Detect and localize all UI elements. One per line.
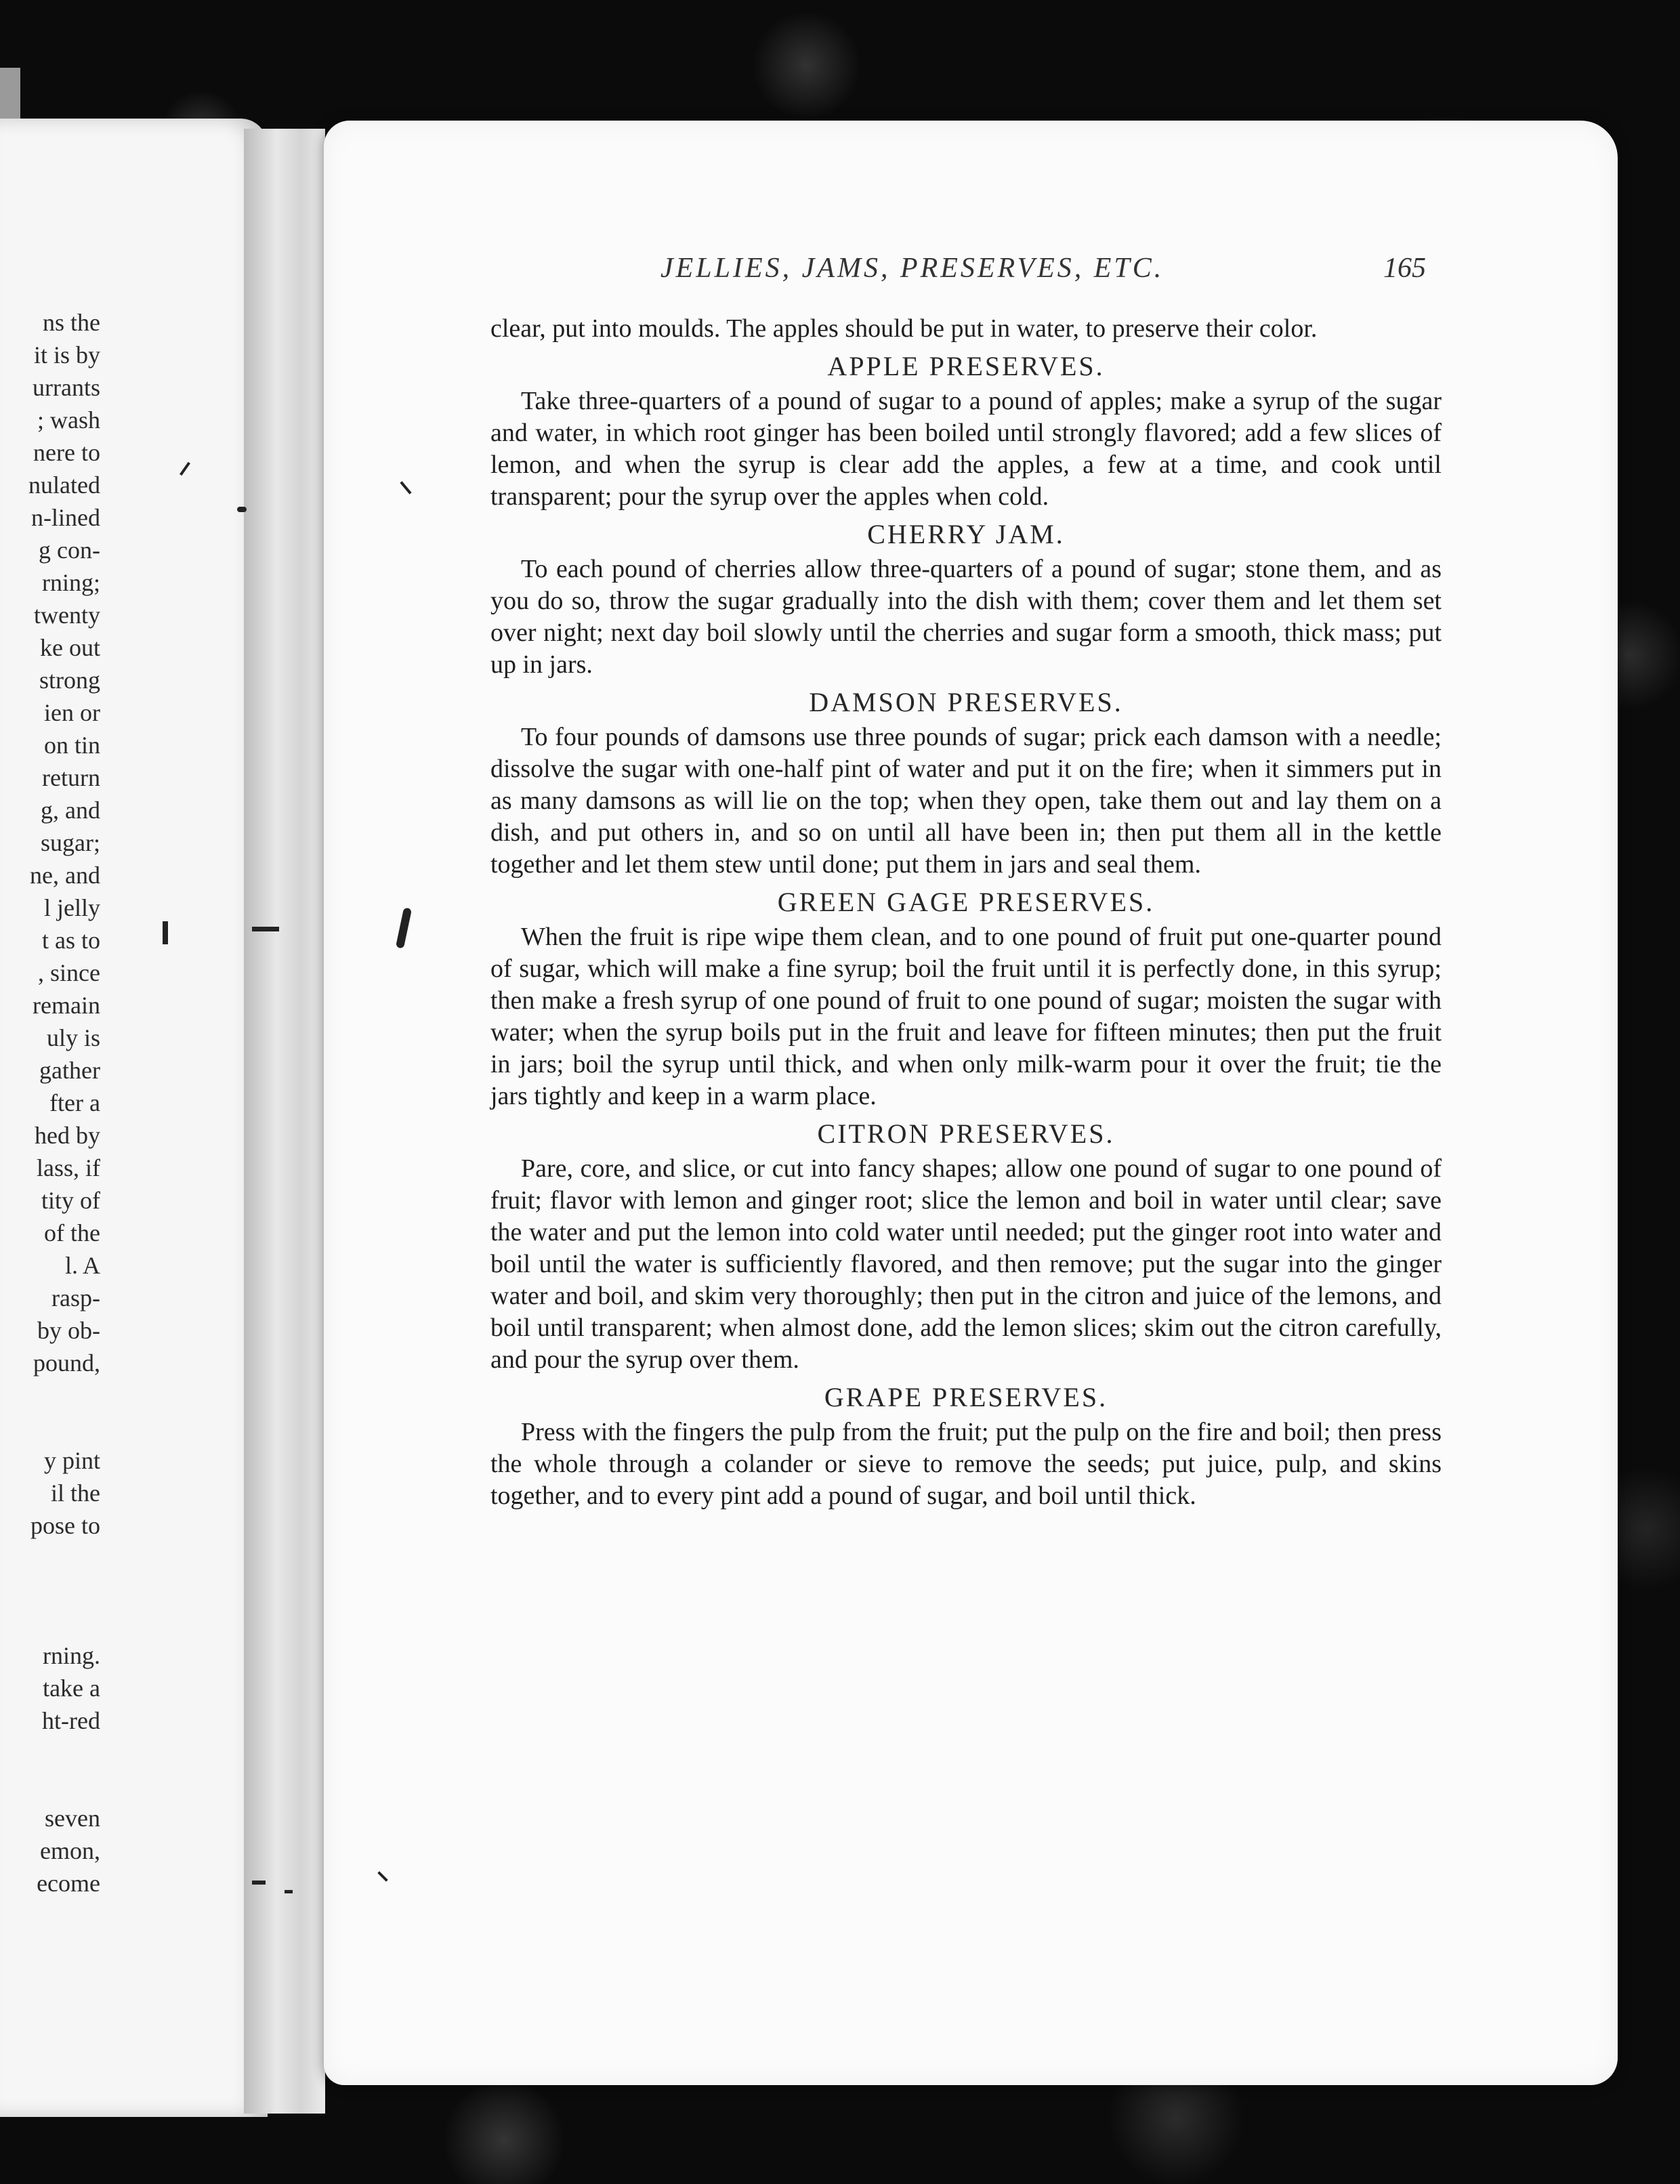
scan-speck [163, 921, 168, 944]
recipe-title-citron: CITRON PRESERVES. [817, 1118, 1115, 1149]
left-page-fragment: fter a [49, 1089, 100, 1116]
left-page-fragment: tity of [41, 1187, 100, 1214]
left-page-fragment: pose to [30, 1512, 100, 1539]
scan-speck [237, 507, 247, 512]
page-number: 165 [1383, 253, 1426, 284]
left-page-fragment [0, 1769, 100, 1802]
left-page-fragment: g, and [41, 797, 100, 824]
left-page-fragment: on tin [43, 732, 100, 759]
left-page-fragment: uly is [46, 1024, 100, 1051]
left-page-fragment: seven [45, 1805, 100, 1832]
left-page-fragment: emon, [40, 1837, 100, 1864]
recipe-body-cherry: To each pound of cherries allow three-quarters of a pound of sugar; stone them, and as you do so, throw the sugar gradually into the dish with them; cover them and let them set over night; next day boil slowly until the cherries and sugar form a smooth, thick mass; put up in jars. [490, 555, 1442, 679]
scan-speck [252, 927, 279, 931]
left-page-fragment [0, 1542, 100, 1574]
left-page-fragment [0, 1379, 100, 1412]
recipe-body-citron: Pare, core, and slice, or cut into fancy shapes; allow one pound of sugar to one pound of fruit; flavor with lemon and ginger root; slice the lemon and boil in water until clear; save the water and put the lemon into cold water until needed; put the ginger root into water and boil until the water is sufficiently flavored, and then remove; put the sugar into the ginger water and boil, and skim very thoroughly; then put in the citron and juice of the lemons, and boil until transparent; when almost done, add the lemon slices; skim out the citron carefully, and pour the syrup over them. [490, 1154, 1442, 1374]
recipe-body-grape: Press with the fingers the pulp from the fruit; put the pulp on the fire and boil; then press the whole through a colander or sieve to remove the seeds; put juice, pulp, and skins together, and to every pint add a pound of sugar, and boil until thick. [490, 1418, 1442, 1510]
left-page-fragment: g con- [39, 537, 100, 564]
left-page-fragment: il the [51, 1479, 100, 1507]
left-page-fragment: lass, if [37, 1154, 100, 1181]
running-title: JELLIES, JAMS, PRESERVES, ETC. [660, 253, 1164, 284]
recipe-title-apple: APPLE PRESERVES. [827, 351, 1105, 381]
left-page-fragment: ne, and [30, 862, 100, 889]
recipe-title-cherry: CHERRY JAM. [867, 519, 1065, 549]
left-page-fragment: pound, [33, 1349, 100, 1377]
left-page-fragment: l jelly [44, 894, 100, 921]
left-page-fragment: it is by [33, 341, 100, 369]
left-page-fragment: t as to [42, 927, 100, 954]
recipe-body-green-gage: When the fruit is ripe wipe them clean, and to one pound of fruit put one-quarter pound of sugar, which will make a fine syrup; boil the fruit until it is perfectly done, in this syrup; then make a fresh syrup of one pound of fruit to one pound of sugar; moisten the sugar with water; when the syrup boils put in the fruit and leave for fifteen minutes; then put the fruit in jars; boil the syrup until thick, and when only milk-warm pour it over the fruit; tie the jars tightly and keep in a warm place. [490, 923, 1442, 1110]
left-page-fragment: , since [38, 959, 100, 986]
left-page-fragment: urrants [33, 374, 100, 401]
left-page-fragment: hed by [35, 1122, 100, 1149]
left-page-fragment: of the [44, 1219, 100, 1246]
left-page-fragment: take a [43, 1675, 100, 1702]
left-page-fragment: ; wash [37, 406, 100, 434]
recipe-title-green-gage: GREEN GAGE PRESERVES. [777, 887, 1155, 917]
left-page-fragment: ecome [37, 1870, 100, 1897]
left-page-fragment: strong [39, 667, 100, 694]
left-page-fragment: nulated [28, 471, 100, 499]
left-page-fragment: ke out [40, 634, 100, 661]
page-content [490, 313, 1442, 1512]
left-page-fragment: remain [33, 992, 100, 1019]
left-page-fragment [0, 1607, 100, 1639]
left-page-fragment: ht-red [42, 1707, 100, 1734]
recipe-title-grape: GRAPE PRESERVES. [824, 1382, 1108, 1412]
left-page-fragment: ien or [44, 699, 100, 726]
scan-speck [252, 1881, 266, 1885]
recipe-body-apple: Take three-quarters of a pound of sugar to a pound of apples; make a syrup of the sugar and water, in which root ginger has been boiled until strongly flavored; add a few slices of lemon, and when the syrup is clear add the apples, a few at a time, and cook until transparent; pour the syrup over the apples when cold. [490, 387, 1442, 511]
book-gutter [244, 129, 325, 2114]
left-page-fragment: rning. [43, 1642, 100, 1669]
left-page-fragment: gather [39, 1057, 100, 1084]
left-page-fragment: sugar; [41, 829, 100, 856]
left-page-fragment: return [42, 764, 100, 791]
recipe-body-damson: To four pounds of damsons use three pounds of sugar; prick each damson with a needle; dissolve the sugar with one-half pint of water and put it on the fire; when it simmers put in as many damsons as will lie on the top; when they open, take them out and lay them on a dish, and put others in, and so on until all have been in; then put them all in the kettle together and let them stew until done; put them in jars and seal them. [490, 723, 1442, 879]
left-page-fragment: rning; [42, 569, 100, 596]
recipe-title-damson: DAMSON PRESERVES. [809, 687, 1123, 717]
continuation-paragraph: clear, put into moulds. The apples should be put in water, to preserve their color. [490, 314, 1318, 343]
left-page-fragment: rasp- [51, 1284, 100, 1311]
left-page-fragment: l. A [64, 1252, 100, 1279]
left-page-fragment: nere to [33, 439, 100, 466]
left-page-fragment: by ob- [37, 1317, 100, 1344]
left-page-text-fragments [0, 306, 100, 1899]
left-page-fragment [0, 1737, 100, 1769]
left-page-fragment: twenty [34, 602, 100, 629]
left-page-fragment: ns the [43, 309, 100, 336]
left-page-fragment: y pint [43, 1447, 100, 1474]
left-page-fragment [0, 1574, 100, 1607]
left-page-fragment: n-lined [31, 504, 100, 531]
scan-speck [285, 1890, 293, 1893]
left-page-fragment [0, 1412, 100, 1444]
